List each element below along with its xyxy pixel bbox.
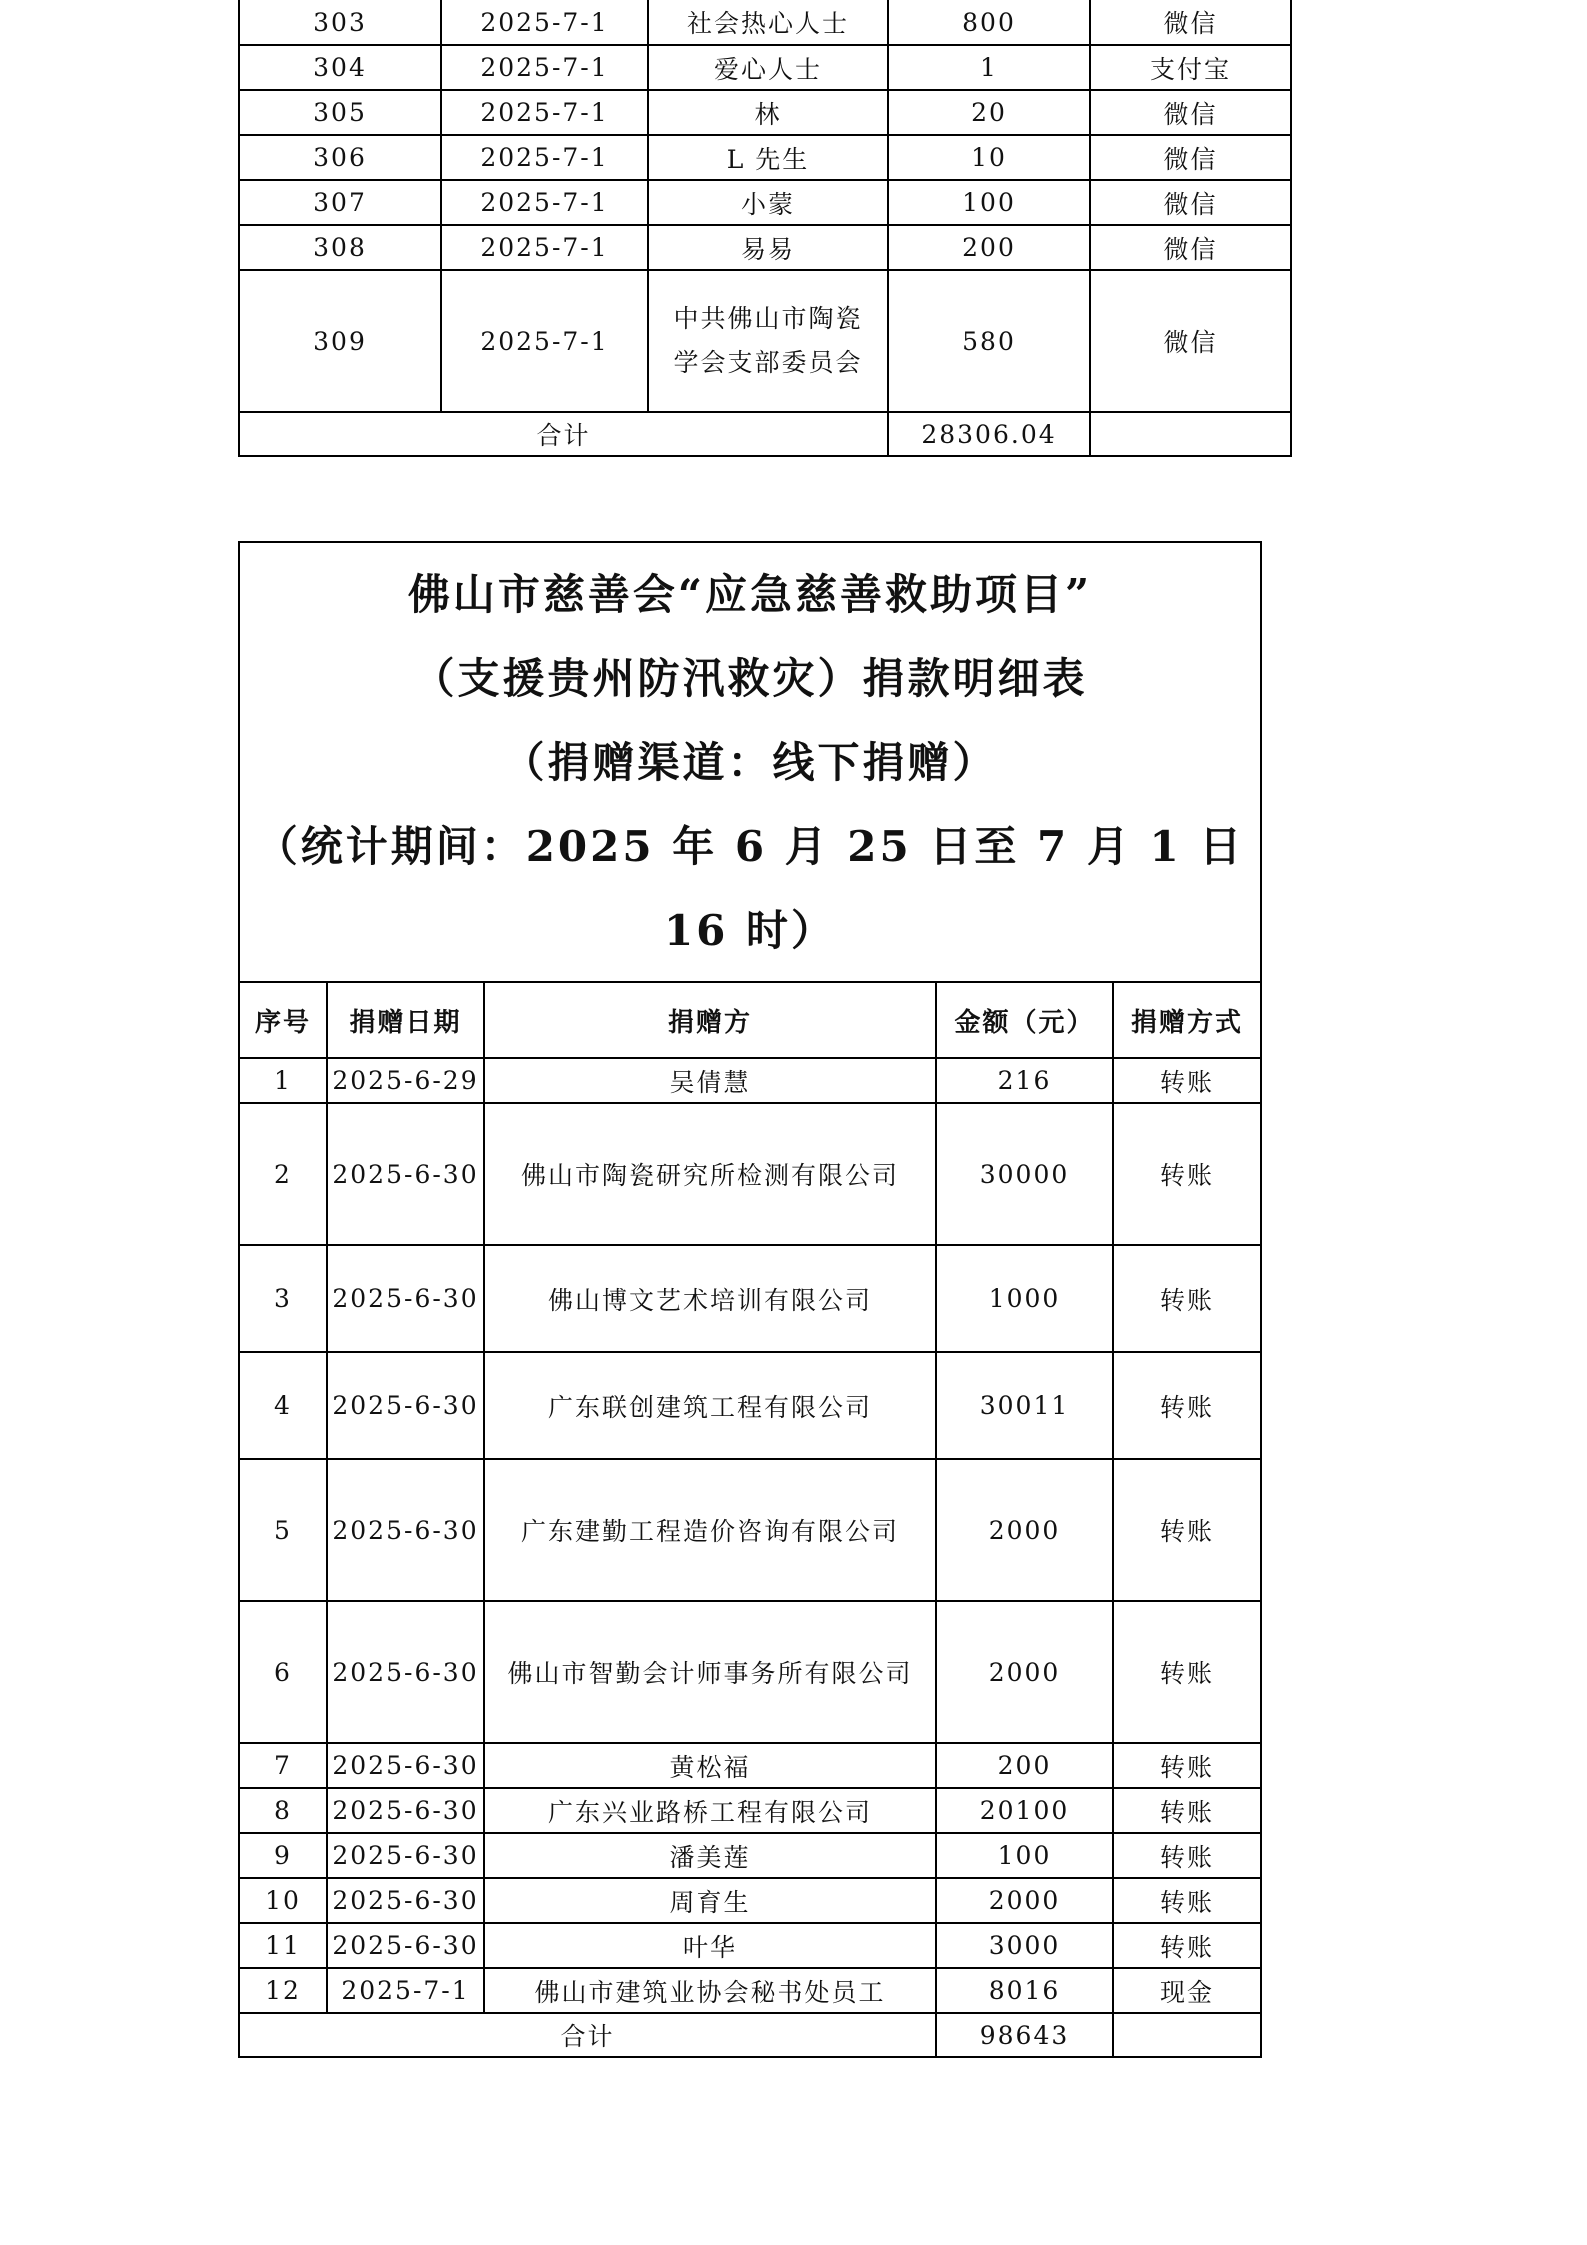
table-row [239,1968,1261,2013]
header-donor: 捐赠方 [484,982,936,1058]
row-number: 7 [239,1743,327,1788]
donor-name: 易易 [648,225,888,270]
row-number: 308 [239,225,441,270]
donor-name: 吴倩慧 [484,1058,936,1103]
donation-amount: 30000 [936,1103,1113,1245]
donation-date: 2025-7-1 [327,1968,484,2013]
donor-name: 社会热心人士 [648,0,888,45]
total-row [239,412,1291,456]
row-number: 11 [239,1923,327,1968]
donation-method: 转账 [1113,1601,1261,1743]
title-line-4: （统计期间：2025 年 6 月 25 日至 7 月 1 日 16 时） [255,822,1245,955]
header-date: 捐赠日期 [327,982,484,1058]
header-no: 序号 [239,982,327,1058]
row-number: 305 [239,90,441,135]
donor-name-line1: 中共佛山市陶瓷 [673,304,863,333]
donation-amount: 3000 [936,1923,1113,1968]
donation-date: 2025-6-30 [327,1601,484,1743]
donation-method: 现金 [1113,1968,1261,2013]
row-number: 12 [239,1968,327,2013]
donation-amount: 580 [888,270,1090,412]
table-row [239,180,1291,225]
table-row [239,1352,1261,1459]
donation-amount: 100 [888,180,1090,225]
donor-name: 佛山市智勤会计师事务所有限公司 [484,1601,936,1743]
donor-name: 广东兴业路桥工程有限公司 [484,1788,936,1833]
donation-date: 2025-6-30 [327,1788,484,1833]
donor-name-line2: 学会支部委员会 [673,348,863,377]
donation-date: 2025-6-30 [327,1743,484,1788]
donation-date: 2025-7-1 [441,225,648,270]
donation-method: 转账 [1113,1743,1261,1788]
row-number: 303 [239,0,441,45]
table-row [239,135,1291,180]
donation-date: 2025-6-30 [327,1245,484,1352]
table-row [239,1058,1261,1103]
donation-date: 2025-6-30 [327,1878,484,1923]
donation-date: 2025-7-1 [441,135,648,180]
donor-name: 广东建勤工程造价咨询有限公司 [484,1459,936,1601]
table-row [239,45,1291,90]
donation-amount: 200 [888,225,1090,270]
donation-detail-table [238,541,1262,2058]
title-line-2: （支援贵州防汛救灾）捐款明细表 [412,654,1088,703]
table-row [239,1601,1261,1743]
header-method: 捐赠方式 [1113,982,1261,1058]
header-row [239,982,1261,1058]
table-row [239,1103,1261,1245]
title-line-3: （捐赠渠道：线下捐赠） [502,738,998,787]
donation-date: 2025-6-30 [327,1459,484,1601]
donation-amount: 1 [888,45,1090,90]
table-row [239,1878,1261,1923]
table-row [239,1923,1261,1968]
donation-date: 2025-7-1 [441,90,648,135]
donation-amount: 20 [888,90,1090,135]
row-number: 5 [239,1459,327,1601]
row-number: 6 [239,1601,327,1743]
row-number: 2 [239,1103,327,1245]
donation-amount: 800 [888,0,1090,45]
table-row [239,1459,1261,1601]
donation-amount: 10 [888,135,1090,180]
donation-date: 2025-6-30 [327,1352,484,1459]
donation-method: 转账 [1113,1103,1261,1245]
row-number: 307 [239,180,441,225]
row-number: 4 [239,1352,327,1459]
donation-date: 2025-7-1 [441,180,648,225]
row-number: 3 [239,1245,327,1352]
donor-name: L 先生 [648,135,888,180]
row-number: 306 [239,135,441,180]
donation-method: 转账 [1113,1459,1261,1601]
donation-date: 2025-6-30 [327,1103,484,1245]
donor-name: 潘美莲 [484,1833,936,1878]
total-row [239,2013,1261,2057]
table-row [239,0,1291,45]
donation-date: 2025-6-29 [327,1058,484,1103]
donor-name: 广东联创建筑工程有限公司 [484,1352,936,1459]
donor-name: 林 [648,90,888,135]
donation-method: 转账 [1113,1833,1261,1878]
donation-amount: 8016 [936,1968,1113,2013]
total-amount: 98643 [936,2013,1113,2057]
donation-method: 转账 [1113,1788,1261,1833]
donation-amount: 20100 [936,1788,1113,1833]
header-amount: 金额（元） [936,982,1113,1058]
donor-name: 黄松福 [484,1743,936,1788]
donation-method: 转账 [1113,1245,1261,1352]
donor-name [648,270,888,412]
donor-name: 佛山博文艺术培训有限公司 [484,1245,936,1352]
donor-name: 周育生 [484,1878,936,1923]
donation-method: 微信 [1090,270,1291,412]
donation-date: 2025-6-30 [327,1923,484,1968]
donation-date: 2025-7-1 [441,45,648,90]
table-row [239,1743,1261,1788]
donation-method: 微信 [1090,135,1291,180]
donation-amount: 100 [936,1833,1113,1878]
table-title [239,542,1261,982]
donation-method: 转账 [1113,1923,1261,1968]
donation-amount: 200 [936,1743,1113,1788]
row-number: 304 [239,45,441,90]
donation-amount: 2000 [936,1601,1113,1743]
row-number: 10 [239,1878,327,1923]
table-title-row [239,542,1261,982]
donor-name: 叶华 [484,1923,936,1968]
table-row [239,1245,1261,1352]
row-number: 8 [239,1788,327,1833]
title-line-1: 佛山市慈善会“应急慈善救助项目” [407,570,1093,619]
donor-name: 佛山市陶瓷研究所检测有限公司 [484,1103,936,1245]
donation-table-continued [238,0,1292,457]
donation-amount: 2000 [936,1459,1113,1601]
donor-name: 爱心人士 [648,45,888,90]
table-row [239,1833,1261,1878]
donation-method: 转账 [1113,1058,1261,1103]
total-amount: 28306.04 [888,412,1090,456]
donation-method: 微信 [1090,180,1291,225]
donor-name: 佛山市建筑业协会秘书处员工 [484,1968,936,2013]
total-label: 合计 [239,2013,936,2057]
donation-amount: 2000 [936,1878,1113,1923]
total-label: 合计 [239,412,888,456]
total-method-empty [1113,2013,1261,2057]
donation-method: 微信 [1090,90,1291,135]
row-number: 9 [239,1833,327,1878]
table-row [239,1788,1261,1833]
donation-method: 转账 [1113,1352,1261,1459]
row-number: 1 [239,1058,327,1103]
donation-date: 2025-7-1 [441,270,648,412]
donor-name: 小蒙 [648,180,888,225]
donation-method: 微信 [1090,225,1291,270]
row-number: 309 [239,270,441,412]
donation-amount: 30011 [936,1352,1113,1459]
table-row [239,225,1291,270]
donation-date: 2025-7-1 [441,0,648,45]
table-row [239,90,1291,135]
table-row [239,270,1291,412]
donation-method: 支付宝 [1090,45,1291,90]
donation-amount: 216 [936,1058,1113,1103]
donation-date: 2025-6-30 [327,1833,484,1878]
donation-method: 微信 [1090,0,1291,45]
total-method-empty [1090,412,1291,456]
donation-amount: 1000 [936,1245,1113,1352]
donation-method: 转账 [1113,1878,1261,1923]
